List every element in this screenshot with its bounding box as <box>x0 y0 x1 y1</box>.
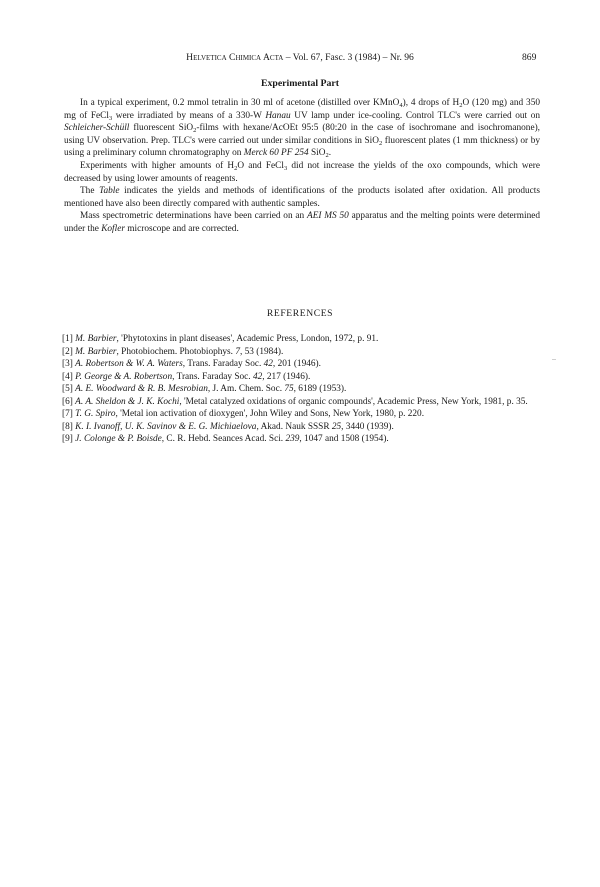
journal-name: Helvetica Chimica Acta <box>186 52 284 63</box>
paragraph-higher-amounts <box>64 160 540 185</box>
reference-authors: M. Barbier <box>75 334 117 344</box>
instrument-kofler: Kofler <box>101 223 125 234</box>
section-title: Experimental Part <box>260 78 340 89</box>
reference-authors: T. G. Spiro <box>75 409 116 419</box>
reference-item <box>62 346 540 359</box>
reference-number: [9] <box>62 434 73 444</box>
issue-info: – Vol. 67, Fasc. 3 (1984) – Nr. 96 <box>285 52 414 63</box>
p2-text: did not increase the yields of the oxo compounds, which were decreased by using lower amounts of reagents. <box>64 160 540 184</box>
p4-text: microscope and are corrected. <box>124 223 239 234</box>
subscript: 2 <box>193 127 197 135</box>
reference-tail: , 201 (1946). <box>272 359 321 369</box>
reference-source: , Photobiochem. Photobiophys. <box>116 346 236 357</box>
subscript: 4 <box>399 102 403 109</box>
reference-volume: 75 <box>284 384 294 394</box>
reference-number: [1] <box>62 334 73 344</box>
running-head-journal-line <box>0 52 600 64</box>
p1-text: O (120 mg) and 350 mg of FeCl <box>64 98 540 121</box>
reference-tail: , 6189 (1953). <box>293 384 347 394</box>
reference-source: , 'Metal ion activation of dioxygen', John Wiley and Sons, New York, 1980, p. 220. <box>115 409 425 419</box>
reference-volume: 239 <box>285 434 300 444</box>
reference-source: , C. R. Hebd. Seances Acad. Sci. <box>161 434 286 444</box>
p1-text: In a typical experiment, 0.2 mmol tetralin in 30 ml of acetone (distilled over KMnO <box>80 98 400 108</box>
subscript: 3 <box>283 164 288 172</box>
reference-authors: P. George & A. Robertson <box>75 371 173 382</box>
reference-volume: 42 <box>252 371 263 382</box>
reference-source: , Trans. Faraday Soc. <box>172 371 253 382</box>
subscript: 3 <box>108 114 113 122</box>
experimental-body <box>64 97 540 236</box>
subscript: 2 <box>459 102 463 109</box>
reference-source: , 'Metal catalyzed oxidations of organic compounds', Academic Press, New York, 1981, p. 35. <box>179 396 528 407</box>
p1-text: -films with hexane/AcOEt 95:5 (80:20 in the case of isochromane and isochromanone), using UV observation. Prep. TLC's were carried out under similar conditions in SiO <box>64 123 540 146</box>
p4-text: apparatus and the melting points were determined under the <box>64 211 541 234</box>
reference-item <box>62 358 540 371</box>
p1-text: fluorescent SiO <box>129 123 194 134</box>
paragraph-typical-experiment <box>64 97 540 160</box>
brand-hanau: Hanau <box>265 110 291 121</box>
brand-merck: Merck 60 PF 254 <box>243 148 309 159</box>
p4-text: Mass spectrometric determinations have been carried on an <box>80 211 308 222</box>
reference-tail: , 3440 (1939). <box>341 421 394 432</box>
paragraph-mass-spectrometry <box>64 210 540 235</box>
p2-text: Experiments with higher amounts of H <box>80 160 235 171</box>
reference-authors: A. A. Sheldon & J. K. Kochi <box>75 396 180 407</box>
reference-tail: , 217 (1946). <box>262 371 311 382</box>
reference-source: , 'Phytotoxins in plant diseases', Academic Press, London, 1972, p. 91. <box>116 334 379 344</box>
subscript: 2 <box>378 139 383 147</box>
reference-item <box>62 421 540 434</box>
table-reference: Table <box>99 186 120 197</box>
p2-text: O and FeCl <box>237 160 284 171</box>
reference-number: [3] <box>62 359 73 369</box>
reference-number: [8] <box>62 421 73 432</box>
reference-source: , Trans. Faraday Soc. <box>182 359 264 369</box>
margin-mark <box>552 359 556 360</box>
p3-text: indicates the yields and methods of identifications of the products isolated after oxidation. All products mentioned have also been directly compared with authentic samples. <box>64 186 541 209</box>
references-list <box>62 333 540 446</box>
subscript: 2 <box>325 152 329 160</box>
reference-authors: J. Colonge & P. Boisde <box>75 434 162 444</box>
p1-text: . <box>328 148 332 159</box>
reference-number: [4] <box>62 371 73 382</box>
instrument-aei: AEI MS 50 <box>307 211 349 222</box>
brand-schleicher-schull: Schleicher-Schüll <box>64 123 130 134</box>
reference-number: [2] <box>62 346 73 357</box>
p1-text: were irradiated by means of a 330-W <box>112 110 266 121</box>
p1-text: fluorescent plates (1 mm thickness) or by using a preliminary column chromatography on <box>64 135 540 159</box>
p1-text: UV lamp under ice-cooling. Control TLC's were carried out on <box>290 110 541 121</box>
reference-volume: 7 <box>235 346 240 357</box>
reference-item <box>62 371 540 384</box>
reference-item <box>62 396 540 409</box>
page-number: 869 <box>522 52 537 63</box>
references-title: REFERENCES <box>266 308 334 319</box>
reference-authors: A. Robertson & W. A. Waters <box>75 359 183 369</box>
reference-authors: K. I. Ivanoff, U. K. Savinov & E. G. Michiaelova <box>75 421 257 432</box>
reference-number: [7] <box>62 409 73 419</box>
reference-item <box>62 383 540 396</box>
reference-source: , Akad. Nauk SSSR <box>256 421 332 432</box>
p1-text: SiO <box>308 148 326 159</box>
reference-item <box>62 433 540 446</box>
subscript: 2 <box>234 164 238 172</box>
reference-number: [5] <box>62 384 73 394</box>
paragraph-table <box>64 185 540 210</box>
p3-text: The <box>80 186 100 197</box>
reference-authors: A. E. Woodward & R. B. Mesrobian <box>75 384 208 394</box>
reference-source: , J. Am. Chem. Soc. <box>207 384 285 394</box>
p1-text: ), 4 drops of H <box>402 98 460 108</box>
reference-tail: , 1047 and 1508 (1954). <box>299 434 389 444</box>
reference-authors: M. Barbier <box>75 346 117 357</box>
reference-volume: 42 <box>263 359 273 369</box>
reference-volume: 25 <box>331 421 342 432</box>
reference-tail: , 53 (1984). <box>239 346 284 357</box>
reference-item <box>62 408 540 421</box>
reference-number: [6] <box>62 396 73 407</box>
reference-item <box>62 333 540 346</box>
